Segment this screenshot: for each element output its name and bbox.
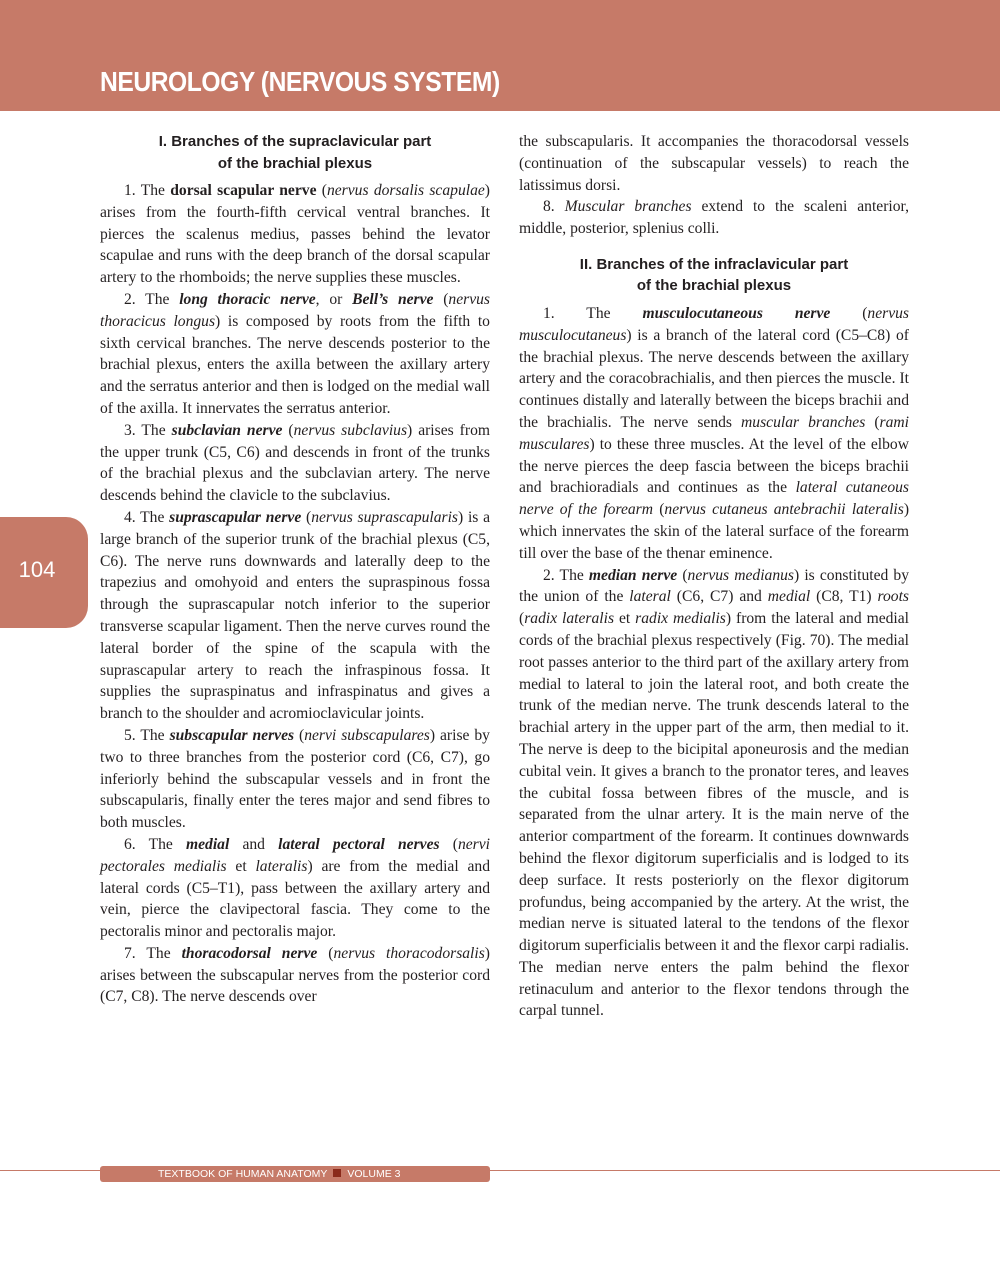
paragraph: [519, 196, 909, 240]
text-run: ) is a branch of the lateral cord (C5–C8) of the brachial plexus. The nerve descends between the axillary artery and the coracobrachialis, and then pierces the muscle. It continues distally and laterally between the biceps brachii and the brachialis. The nerve sends: [519, 326, 909, 431]
text-run: ) is a large branch of the superior trunk of the brachial plexus (C5, C6). The nerve runs downwards and laterally deep to the trapezius and omohyoid and enters the supraspinous fossa through the suprascapular notch inferior to the superior transverse scapular ligament. Then the nerve curves round the lateral border of the spine of the scapula with the suprascapular artery to reach the infraspinous fossa. It supplies the supraspinatus and infraspinatus and gives a branch to the shoulder and acromioclavicular joints.: [100, 508, 491, 723]
text-run: ) are from the medial and lateral cords (C5–T1), pass between the axillary artery and vein, pierce the clavipectoral fascia. They come to the pectoralis minor and pectoralis major.: [100, 857, 490, 941]
text-run: subscapular nerves: [169, 726, 295, 744]
text-run: nervus thoracodorsalis: [333, 944, 485, 962]
text-run: ) arise by two to three branches from the posterior cord (C6, C7), go inferiorly behind the subscapular vessels and in front the subscapularis, finally enter the teres major and send fibres to both muscles.: [100, 726, 490, 832]
text-run: nervus thoracicus longus: [100, 290, 490, 330]
page-number: 104: [18, 557, 56, 582]
paragraph: [519, 131, 909, 196]
text-run: 8.: [543, 198, 565, 216]
text-run: (: [865, 413, 880, 431]
text-run: 2. The: [124, 290, 180, 308]
text-run: medial: [185, 835, 230, 853]
text-run: (: [677, 566, 688, 584]
text-run: 2. The: [543, 566, 589, 584]
section-heading-infraclavicular: [519, 254, 909, 297]
text-run: et: [614, 610, 636, 628]
text-run: long thoracic nerve: [179, 290, 316, 308]
text-run: nervus subclavius: [293, 421, 408, 439]
footer-volume: VOLUME 3: [347, 1168, 401, 1180]
paragraph: [100, 834, 490, 943]
text-run: ) to these three muscles. At the level of the elbow the nerve pierces the deep fascia between the biceps brachii and brachioradials and continues as the: [519, 435, 909, 497]
text-run: ) which innervates the skin of the lateral surface of the forearm till over the base of the thenar eminence.: [519, 501, 910, 562]
text-run: subclavian nerve: [171, 421, 283, 439]
text-run: median nerve: [588, 566, 678, 584]
text-run: rami musculares: [519, 413, 910, 453]
text-run: 1. The: [124, 182, 171, 199]
right-paragraphs-top: [519, 131, 909, 240]
text-run: nervus dorsalis scapulae: [326, 182, 485, 199]
text-run: nervus suprascapularis: [311, 508, 459, 526]
text-run: (: [653, 501, 665, 519]
running-footer: [100, 1166, 490, 1182]
text-run: (: [282, 421, 294, 439]
text-run: Bell’s nerve: [352, 290, 434, 308]
text-run: nervus musculocutaneus: [519, 304, 909, 344]
paragraph: [100, 420, 490, 507]
text-run: suprascapular nerve: [169, 508, 302, 526]
left-column: [100, 131, 490, 1008]
page-number-tab: [0, 517, 88, 628]
text-run: and: [229, 835, 279, 853]
text-run: (: [439, 835, 458, 853]
text-run: 1. The: [543, 304, 643, 322]
square-bullet-icon: [333, 1169, 341, 1177]
text-run: (: [433, 290, 449, 308]
text-run: radix lateralis: [524, 610, 615, 628]
text-run: nervi pectorales medialis: [100, 835, 490, 875]
text-run: 5. The: [124, 726, 170, 744]
section-heading-line: I. Branches of the supraclavicular part: [158, 133, 432, 150]
paragraph: [100, 507, 490, 725]
text-run: dorsal scapular nerve: [170, 182, 317, 199]
left-paragraphs: [100, 180, 490, 1008]
text-run: (C8, T1): [810, 588, 878, 606]
text-run: Muscular branches: [564, 198, 692, 216]
paragraph: [100, 289, 490, 420]
text-run: extend to the scaleni anterior, middle, posterior, splenius colli.: [519, 198, 909, 238]
text-run: thoracodorsal nerve: [181, 944, 318, 962]
text-run: nervi subscapulares: [304, 726, 430, 744]
paragraph: [100, 943, 490, 1008]
text-run: nervus cutaneus antebrachii lateralis: [664, 501, 904, 519]
text-run: roots: [877, 588, 909, 606]
text-run: ) from the lateral and medial cords of the brachial plexus respectively (Fig. 70). The medial root passes anterior to the third part of the axillary artery from medial to lateral to join the lateral root, and both create the trunk of the median nerve. The trunk descends lateral to the brachial artery in the upper part of the arm, then medial to it. The nerve is deep to the bicipital aponeurosis and the median cubital vein. It gives a branch to the pronator teres, and leaves the cubital fossa between fibres of the muscle, and is separated from the ulnar artery. It is the main nerve of the anterior compartment of the forearm. It continues downwards behind the flexor digitorum superficialis and is lodged to its deep surface. It rests posteriorly on the flexor digitorum profundus, being accompanied by the artery. At the wrist, the median nerve is situated lateral to the tendons of the flexor digitorum superficialis between it and the flexor carpi radialis. The median nerve enters the palm behind the flexor retinaculum and anterior to the flexor tendons through the carpal tunnel.: [519, 610, 909, 1020]
text-run: ) arises from the upper trunk (C5, C6) and descends in front of the trunks of the brachial plexus and the subclavian artery. The nerve descends behind the clavicle to the subclavius.: [100, 421, 490, 505]
text-run: ) is composed by roots from the fifth to sixth cervical branches. The nerve descends posterior to the brachial plexus, enters the axilla between the axillary artery and the serratus anterior and then is lodged on the medial wall of the axilla. It innervates the serratus anterior.: [100, 312, 490, 417]
text-run: 4. The: [124, 508, 170, 526]
text-run: (: [519, 610, 525, 628]
text-run: 6. The: [124, 835, 186, 853]
text-run: (: [317, 944, 334, 962]
text-run: (C6, C7) and: [670, 588, 768, 606]
text-run: et: [226, 857, 256, 875]
text-run: nervus medianus: [687, 566, 795, 584]
paragraph: [100, 725, 490, 834]
section-heading-line: II. Branches of the infraclavicular part: [579, 255, 849, 273]
text-run: 7. The: [124, 944, 182, 962]
text-run: 3. The: [124, 421, 172, 439]
text-run: radix medialis: [635, 610, 726, 628]
text-run: musculocutaneous nerve: [642, 304, 831, 322]
text-run: (: [301, 508, 312, 526]
text-run: lateral pectoral nerves: [278, 835, 440, 853]
chapter-header: [0, 0, 1000, 111]
paragraph: [519, 565, 909, 1023]
text-run: lateralis: [255, 857, 308, 875]
chapter-title: NEUROLOGY (NERVOUS SYSTEM): [100, 66, 500, 97]
footer-book-title: TEXTBOOK OF HUMAN ANATOMY: [158, 1168, 328, 1180]
text-run: ) is constituted by the union of the: [519, 566, 910, 606]
section-heading-line: of the brachial plexus: [636, 277, 792, 295]
text-run: (: [316, 182, 327, 199]
section-heading-supraclavicular: [100, 131, 490, 174]
text-run: ) arises from the fourth-fifth cervical ventral branches. It pierces the scalenus medius, passes behind the levator scapulae and runs with the deep branch of the dorsal scapular artery to the rhomboids; the nerve supplies these muscles.: [100, 182, 490, 287]
text-run: muscular branches: [741, 413, 866, 431]
text-run: (: [830, 304, 868, 322]
text-run: , or: [315, 290, 353, 308]
paragraph: [100, 180, 490, 289]
section-heading-line: of the brachial plexus: [217, 154, 373, 172]
text-run: ) arises between the subscapular nerves from the posterior cord (C7, C8). The nerve descends over: [100, 944, 490, 1006]
text-run: medial: [767, 588, 811, 606]
text-run: lateral cutaneous nerve of the forearm: [519, 479, 909, 519]
right-column: [519, 131, 909, 1022]
right-paragraphs-bottom: [519, 303, 909, 1022]
text-run: the subscapularis. It accompanies the thoracodorsal vessels (continuation of the subscapular vessels) to reach the latissimus dorsi.: [519, 133, 909, 194]
text-run: lateral: [629, 588, 671, 606]
paragraph: [519, 303, 909, 565]
text-run: (: [294, 726, 305, 744]
